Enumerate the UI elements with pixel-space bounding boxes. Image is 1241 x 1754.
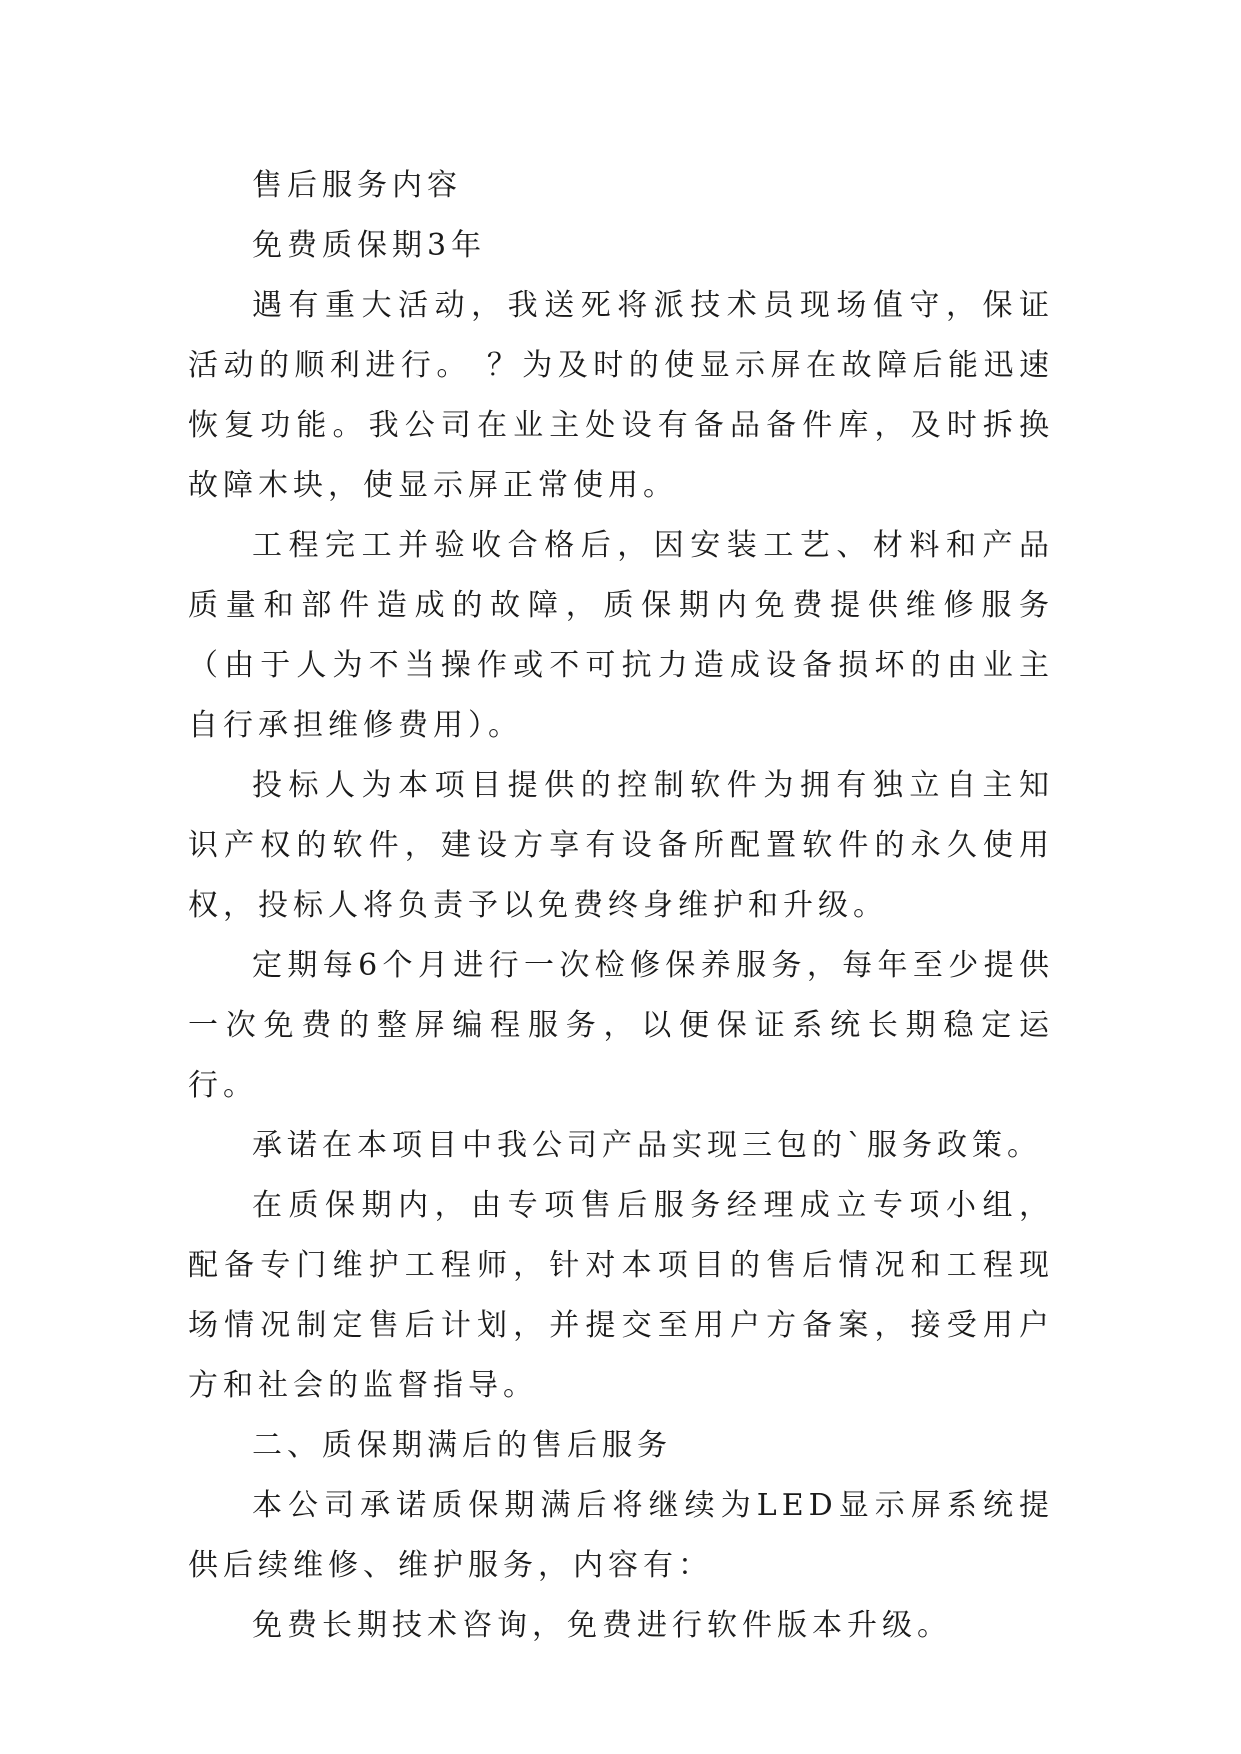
paragraph-software-rights: 投标人为本项目提供的控制软件为拥有独立自主知识产权的软件，建设方享有设备所配置软件的永久使用权，投标人将负责予以免费终身维护和升级。 — [188, 768, 1054, 923]
paragraph-warranty-period: 免费质保期3年 — [252, 228, 487, 263]
paragraph-post-warranty-heading: 二、质保期满后的售后服务 — [252, 1428, 672, 1463]
document-body — [188, 156, 1054, 1656]
paragraph-free-consulting: 免费长期技术咨询，免费进行软件版本升级。 — [252, 1608, 952, 1643]
paragraph-three-guarantees: 承诺在本项目中我公司产品实现三包的`服务政策。 — [252, 1128, 1042, 1163]
paragraph-service-content-heading: 售后服务内容 — [252, 168, 462, 203]
paragraph-free-repair: 工程完工并验收合格后，因安装工艺、材料和产品质量和部件造成的故障，质保期内免费提供维修服务（由于人为不当操作或不可抗力造成设备损坏的由业主自行承担维修费用）。 — [188, 528, 1054, 743]
paragraph-post-warranty-commitment: 本公司承诺质保期满后将继续为LED显示屏系统提供后续维修、维护服务，内容有： — [188, 1488, 1054, 1583]
paragraph-periodic-maintenance: 定期每6个月进行一次检修保养服务，每年至少提供一次免费的整屏编程服务，以便保证系统长期稳定运行。 — [188, 948, 1054, 1103]
paragraph-major-events: 遇有重大活动，我送死将派技术员现场值守，保证活动的顺利进行。 ？为及时的使显示屏在故障后能迅速恢复功能。我公司在业主处设有备品备件库，及时拆换故障木块，使显示屏正常使用。 — [188, 288, 1054, 503]
paragraph-service-team: 在质保期内，由专项售后服务经理成立专项小组，配备专门维护工程师，针对本项目的售后情况和工程现场情况制定售后计划，并提交至用户方备案，接受用户方和社会的监督指导。 — [188, 1188, 1054, 1403]
